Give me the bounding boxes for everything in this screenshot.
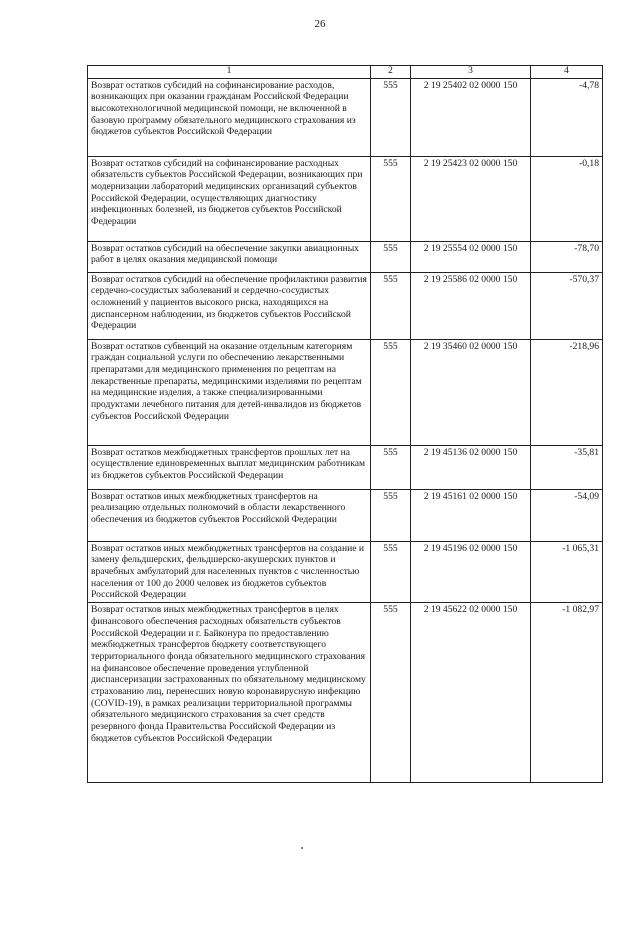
row-admin-code: 555 <box>371 339 411 445</box>
row-amount: -54,09 <box>531 489 603 541</box>
row-admin-code: 555 <box>371 489 411 541</box>
row-description: Возврат остатков субсидий на обеспечение профилактики развития сердечно-сосудистых заболеваний и сердечно-сосудистых осложнений у пациентов высокого риска, находящихся на диспансерном наблюдении, из бюджетов субъектов Российской Федерации <box>88 272 371 339</box>
row-amount: -1 082,97 <box>531 603 603 783</box>
row-description: Возврат остатков субвенций на оказание отдельным категориям граждан социальной услуги по обеспечению лекарственными препаратами для медицинского применения по рецептам на лекарственные препараты, медицинскими изделиями по рецептам на медицинские изделия, а также специализированными продуктами лечебного питания для детей-инвалидов из бюджетов субъектов Российской Федерации <box>88 339 371 445</box>
table-row <box>88 489 603 541</box>
row-budget-code: 2 19 45622 02 0000 150 <box>411 603 531 783</box>
row-description: Возврат остатков иных межбюджетных трансфертов в целях финансового обеспечения расходных обязательств субъектов Российской Федерации и г. Байконура по предоставлению межбюджетных трансфертов бюджету соответствующего территориального фонда обязательного медицинского страхования на финансовое обеспечение проведения углубленной диспансеризации застрахованных по обязательному медицинскому страхованию лиц, перенесших новую коронавирусную инфекцию (COVID-19), в рамках реализации территориальной программы обязательного медицинского страхования за счет средств резервного фонда Правительства Российской Федерации из бюджетов субъектов Российской Федерации <box>88 603 371 783</box>
row-admin-code: 555 <box>371 272 411 339</box>
row-description: Возврат остатков иных межбюджетных трансфертов на создание и замену фельдшерских, фельдшерско-акушерских пунктов и врачебных амбулаторий для населенных пунктов с численностью населения от 100 до 2000 человек из бюджетов субъектов Российской Федерации <box>88 541 371 603</box>
row-description: Возврат остатков иных межбюджетных трансфертов на реализацию отдельных полномочий в области лекарственного обеспечения из бюджетов субъектов Российской Федерации <box>88 489 371 541</box>
row-amount: -0,18 <box>531 156 603 241</box>
row-budget-code: 2 19 25586 02 0000 150 <box>411 272 531 339</box>
header-col-4: 4 <box>531 66 603 79</box>
table-row <box>88 445 603 489</box>
row-budget-code: 2 19 25554 02 0000 150 <box>411 241 531 272</box>
table-row <box>88 156 603 241</box>
table-row <box>88 603 603 783</box>
row-admin-code: 555 <box>371 445 411 489</box>
header-col-3: 3 <box>411 66 531 79</box>
row-admin-code: 555 <box>371 541 411 603</box>
row-budget-code: 2 19 35460 02 0000 150 <box>411 339 531 445</box>
table-row <box>88 541 603 603</box>
row-amount: -35,81 <box>531 445 603 489</box>
row-admin-code: 555 <box>371 156 411 241</box>
row-budget-code: 2 19 25423 02 0000 150 <box>411 156 531 241</box>
row-admin-code: 555 <box>371 241 411 272</box>
row-budget-code: 2 19 45196 02 0000 150 <box>411 541 531 603</box>
row-admin-code: 555 <box>371 603 411 783</box>
row-description: Возврат остатков субсидий на софинансирование расходов, возникающих при оказании гражданам Российской Федерации высокотехнологичной медицинской помощи, не включенной в базовую программу обязательного медицинского страхования из бюджетов субъектов Российской Федерации <box>88 78 371 156</box>
row-description: Возврат остатков межбюджетных трансфертов прошлых лет на осуществление единовременных выплат медицинским работникам из бюджетов субъектов Российской Федерации <box>88 445 371 489</box>
budget-table <box>87 65 603 783</box>
row-budget-code: 2 19 45136 02 0000 150 <box>411 445 531 489</box>
row-amount: -4,78 <box>531 78 603 156</box>
page-number: 26 <box>314 18 326 30</box>
table-header-row <box>88 66 603 79</box>
table-row <box>88 272 603 339</box>
table-row <box>88 339 603 445</box>
row-amount: -1 065,31 <box>531 541 603 603</box>
row-amount: -570,37 <box>531 272 603 339</box>
row-amount: -218,96 <box>531 339 603 445</box>
row-description: Возврат остатков субсидий на софинансирование расходных обязательств субъектов Российской Федерации, возникающих при модернизации лабораторий медицинских организаций субъектов Российской Федерации, осуществляющих диагностику инфекционных болезней, из бюджетов субъектов Российской Федерации <box>88 156 371 241</box>
table-row <box>88 78 603 156</box>
row-budget-code: 2 19 25402 02 0000 150 <box>411 78 531 156</box>
row-budget-code: 2 19 45161 02 0000 150 <box>411 489 531 541</box>
header-col-2: 2 <box>371 66 411 79</box>
row-description: Возврат остатков субсидий на обеспечение закупки авиационных работ в целях оказания медицинской помощи <box>88 241 371 272</box>
scan-speck <box>301 847 303 849</box>
row-admin-code: 555 <box>371 78 411 156</box>
header-col-1: 1 <box>88 66 371 79</box>
row-amount: -78,70 <box>531 241 603 272</box>
table-row <box>88 241 603 272</box>
